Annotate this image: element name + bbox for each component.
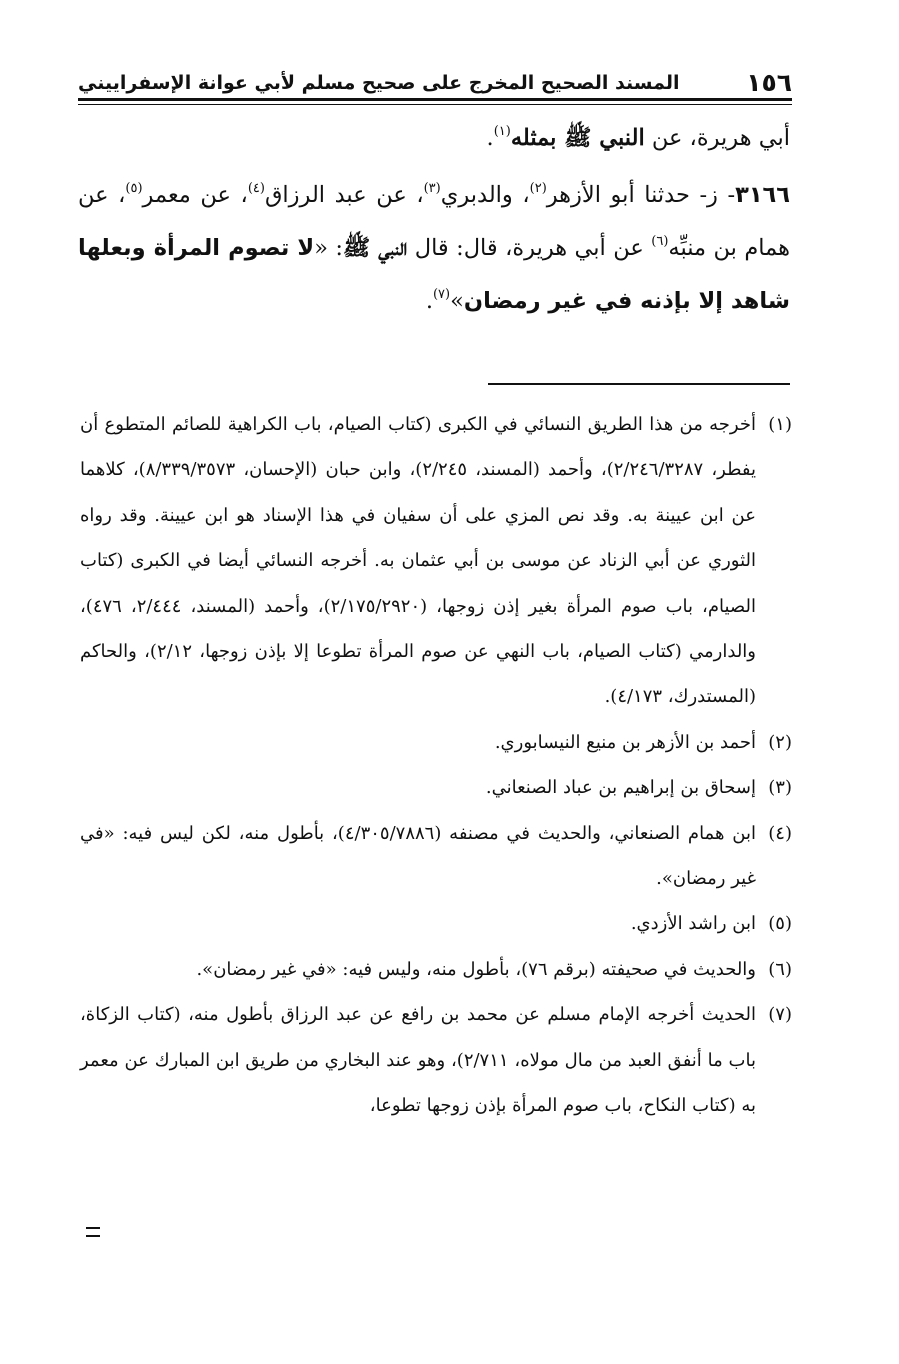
footnote-text: أحمد بن الأزهر بن منيع النيسابوري. [494, 731, 756, 753]
footnote-3 [80, 765, 792, 810]
isnad-part: ، والدبري [440, 182, 530, 208]
quote-open: : « [314, 235, 343, 261]
footnote-number: (٧) [768, 1004, 792, 1026]
footnote-text: ابن همام الصنعاني، والحديث في مصنفه (٤/٣٠٥/٧٨٨٦)، بأطول منه، لكن ليس فيه: «في غير رمضان». [80, 822, 756, 890]
hadith-end: . [425, 288, 433, 314]
footnote-2 [80, 720, 792, 765]
footnote-number: (٤) [768, 822, 792, 844]
footnote-marker-4: (٤) [247, 181, 265, 196]
footnote-number: (٣) [768, 777, 792, 799]
footnote-marker-2: (٢) [529, 181, 547, 196]
footnote-text: أخرجه من هذا الطريق النسائي في الكبرى (كتاب الصيام، باب الكراهية للصائم المتطوع أن يفطر، ٢/٢٤٦/٣٢٨٧)، وأحمد (المسند، ٢/٢٤٥)، وابن حبان (الإحسان، ٨/٣٣٩/٣٥٧٣)، كلاهما عن ابن عيينة به. وقد نص المزي على أن سفيان في هذا الإسناد هو ابن عيينة. وقد رواه الثوري عن أبي الزناد عن موسى بن أبي عثمان به. أخرجه النسائي أيضا في الكبرى (كتاب الصيام، باب صوم المرأة بغير إذن زوجها، (٢/١٧٥/٢٩٢٠)، وأحمد (المسند، ٢/٤٤٤، ٤٧٦)، والدارمي (كتاب الصيام، باب النهي عن صوم المرأة تطوعا إلا بإذن زوجها، ٢/١٢)، والحاكم (المستدرك، ٤/١٧٣). [80, 414, 756, 708]
isnad-part: - ز- حدثنا أبو الأزهر [546, 182, 736, 208]
footnote-text: الحديث أخرجه الإمام مسلم عن محمد بن رافع عن عبد الرزاق بأطول منه، (كتاب الزكاة، باب ما أنفق العبد من مال مولاه، ٢/٧١١)، وهو عند البخاري من طريق ابن المبارك عن معمر به (كتاب النكاح، باب صوم المرأة بإذن زوجها تطوعا، [80, 1004, 756, 1117]
prophet-mention: النبي ﷺ [342, 235, 408, 261]
footnote-marker-1: (١) [493, 124, 511, 139]
opening-line [78, 112, 790, 165]
isnad-part: ، عن معمر [142, 182, 248, 208]
opening-text: أبي هريرة، عن [644, 125, 790, 151]
footnote-number: (٦) [768, 958, 792, 980]
footnote-6 [80, 947, 792, 992]
isnad-part: ، عن همام بن منبِّه [78, 182, 791, 261]
footnote-5 [80, 901, 792, 946]
isnad-part: ، عن عبد الرزاق [264, 182, 424, 208]
bimithlihi-text: بمثله [510, 125, 565, 151]
prophet-mention: النبي ﷺ [564, 125, 645, 151]
footnote-number: (١) [768, 414, 792, 435]
footnote-number: (٢) [768, 731, 792, 753]
footnote-marker-6: (٦) [651, 234, 669, 249]
header-rule [78, 98, 792, 101]
main-text [78, 112, 790, 328]
footnote-marker-3: (٣) [423, 181, 441, 196]
footnote-number: (٥) [768, 913, 792, 935]
opening-end: . [486, 125, 494, 151]
running-header [78, 60, 792, 98]
continuation-mark [86, 1227, 100, 1237]
footnote-text: ابن راشد الأزدي. [630, 913, 756, 935]
footnote-text: إسحاق بن إبراهيم بن عباد الصنعاني. [485, 777, 756, 799]
footnote-marker-7: (٧) [432, 287, 451, 302]
hadith-number: ٣١٦٦ [735, 182, 791, 208]
footnote-1 [80, 402, 792, 720]
hadith-paragraph [78, 169, 790, 328]
header-rule-thin [78, 104, 792, 105]
isnad-part: عن أبي هريرة، قال: قال [407, 235, 652, 261]
footnote-separator [488, 383, 790, 385]
footnote-4 [80, 811, 792, 902]
page-number: ١٥٦ [746, 68, 792, 97]
footnote-marker-5: (٥) [125, 181, 143, 196]
footnotes [80, 402, 792, 1129]
book-title: المسند الصحيح المخرج على صحيح مسلم لأبي عوانة الإسفراييني [78, 72, 680, 94]
quote-close: » [450, 288, 464, 314]
hadith-matn: لا تصوم المرأة وبعلها شاهد إلا بإذنه في غير رمضان [78, 235, 790, 314]
footnote-text: والحديث في صحيفته (برقم ٧٦)، بأطول منه، وليس فيه: «في غير رمضان». [196, 958, 756, 980]
footnote-7 [80, 992, 792, 1128]
